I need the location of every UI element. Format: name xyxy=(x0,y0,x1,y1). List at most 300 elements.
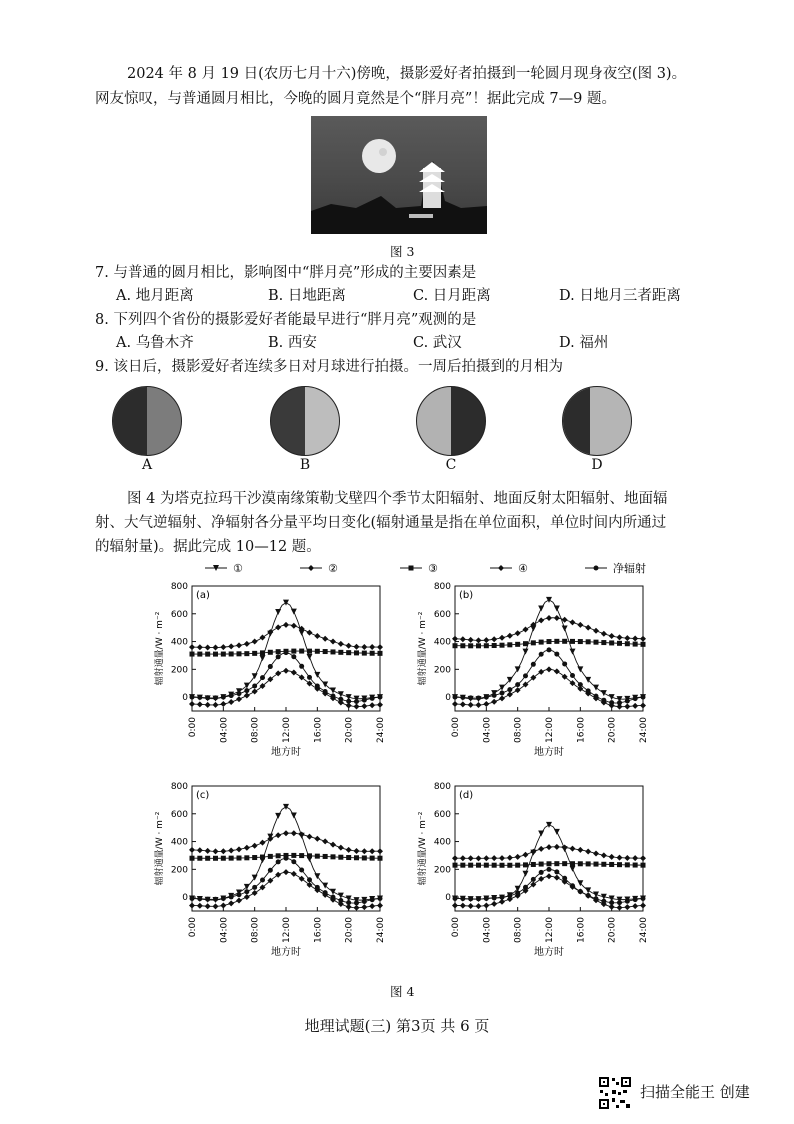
series-point-1 xyxy=(307,630,313,636)
series-point-1 xyxy=(267,836,273,842)
series-point-4 xyxy=(276,654,281,659)
series-point-2 xyxy=(268,650,273,655)
series-point-1 xyxy=(330,842,336,848)
series-point-2 xyxy=(547,639,552,644)
series-point-4 xyxy=(205,695,210,700)
series-point-1 xyxy=(554,844,560,850)
y-tick-label: 400 xyxy=(170,637,188,648)
series-point-4 xyxy=(338,697,343,702)
series-point-1 xyxy=(617,634,623,640)
series-point-3 xyxy=(252,890,258,896)
series-point-1 xyxy=(515,854,521,860)
series-point-2 xyxy=(578,861,583,866)
x-tick-label: 08:00 xyxy=(250,717,261,743)
series-point-4 xyxy=(307,675,312,680)
series-point-3 xyxy=(483,701,489,707)
series-point-2 xyxy=(221,856,226,861)
x-tick-label: 12:00 xyxy=(282,917,292,943)
x-tick-label: 12:00 xyxy=(545,717,555,743)
series-line-3 xyxy=(455,669,643,706)
series-point-1 xyxy=(291,830,297,836)
series-point-3 xyxy=(499,695,505,701)
series-point-2 xyxy=(641,642,646,647)
y-tick-label: 600 xyxy=(433,609,451,620)
series-point-2 xyxy=(276,649,281,654)
series-point-1 xyxy=(546,615,552,621)
series-point-4 xyxy=(370,897,375,902)
series-point-3 xyxy=(236,696,242,702)
legend-marker-4 xyxy=(594,566,599,571)
series-point-4 xyxy=(190,896,195,901)
series-point-2 xyxy=(378,856,383,861)
series-point-4 xyxy=(315,684,320,689)
series-point-2 xyxy=(594,862,599,867)
series-point-3 xyxy=(228,699,234,705)
scanner-watermark: 扫描全能王 创建 xyxy=(640,1083,750,1101)
series-point-4 xyxy=(260,675,265,680)
series-point-2 xyxy=(531,862,536,867)
series-point-4 xyxy=(554,652,559,657)
series-point-2 xyxy=(570,861,575,866)
series-point-1 xyxy=(267,629,273,635)
series-point-0 xyxy=(275,813,281,819)
series-point-1 xyxy=(369,848,375,854)
series-point-2 xyxy=(523,641,528,646)
series-point-1 xyxy=(468,637,474,643)
series-point-4 xyxy=(625,699,630,704)
series-point-1 xyxy=(260,840,266,846)
series-point-2 xyxy=(370,651,375,656)
series-point-2 xyxy=(252,855,257,860)
y-tick-label: 0 xyxy=(445,893,451,904)
series-point-4 xyxy=(346,699,351,704)
y-tick-label: 0 xyxy=(182,693,188,704)
series-point-3 xyxy=(189,701,195,707)
y-tick-label: 600 xyxy=(170,609,188,620)
figure4-charts xyxy=(0,578,794,978)
series-point-4 xyxy=(213,695,218,700)
series-point-3 xyxy=(220,902,226,908)
series-point-4 xyxy=(354,900,359,905)
series-point-1 xyxy=(483,637,489,643)
series-point-4 xyxy=(453,695,458,700)
series-point-1 xyxy=(205,848,211,854)
series-point-1 xyxy=(562,844,568,850)
series-point-2 xyxy=(507,642,512,647)
series-point-4 xyxy=(523,673,528,678)
x-tick-label: 20:00 xyxy=(607,917,618,943)
series-point-3 xyxy=(377,702,383,708)
series-point-4 xyxy=(484,896,489,901)
x-axis-label: 地方时 xyxy=(534,747,564,758)
x-tick-label: 20:00 xyxy=(344,917,355,943)
q8-option-a: A. 乌鲁木齐 xyxy=(116,335,194,351)
series-point-0 xyxy=(515,666,521,672)
series-point-2 xyxy=(586,639,591,644)
series-point-4 xyxy=(531,877,536,882)
x-axis-label: 地方时 xyxy=(271,747,301,758)
series-point-4 xyxy=(323,890,328,895)
series-point-4 xyxy=(237,892,242,897)
series-point-2 xyxy=(354,855,359,860)
series-point-2 xyxy=(633,863,638,868)
series-point-3 xyxy=(361,904,367,910)
series-point-4 xyxy=(539,870,544,875)
series-point-2 xyxy=(468,643,473,648)
moon-label-b: B xyxy=(299,457,311,473)
series-point-2 xyxy=(609,862,614,867)
series-line-1 xyxy=(455,618,643,641)
series-point-2 xyxy=(237,651,242,656)
x-tick-label: 12:00 xyxy=(545,917,555,943)
series-point-1 xyxy=(585,625,591,631)
x-tick-label: 12:00 xyxy=(282,717,292,743)
series-point-3 xyxy=(632,703,638,709)
series-point-4 xyxy=(213,897,218,902)
series-point-0 xyxy=(546,597,552,603)
series-point-0 xyxy=(291,812,297,818)
series-point-2 xyxy=(190,856,195,861)
series-point-1 xyxy=(189,847,195,853)
legend-marker-2 xyxy=(409,566,414,571)
series-point-1 xyxy=(220,848,226,854)
series-point-4 xyxy=(476,896,481,901)
series-point-2 xyxy=(190,652,195,657)
series-point-2 xyxy=(617,641,622,646)
y-tick-label: 400 xyxy=(433,637,451,648)
chart-panel-3 xyxy=(416,782,649,958)
series-point-3 xyxy=(452,701,458,707)
series-point-3 xyxy=(354,905,360,911)
series-point-3 xyxy=(244,894,250,900)
series-point-4 xyxy=(205,897,210,902)
series-point-1 xyxy=(338,845,344,851)
series-point-1 xyxy=(346,643,352,649)
series-point-2 xyxy=(476,643,481,648)
series-point-1 xyxy=(570,619,576,625)
series-point-4 xyxy=(221,695,226,700)
series-point-1 xyxy=(538,846,544,852)
moon-label-c: C xyxy=(445,457,457,473)
series-point-4 xyxy=(284,650,289,655)
series-point-0 xyxy=(562,626,568,632)
moon-phase-a xyxy=(112,386,182,456)
series-point-1 xyxy=(228,643,234,649)
series-point-3 xyxy=(244,693,250,699)
series-point-1 xyxy=(452,636,458,642)
series-point-1 xyxy=(338,641,344,647)
legend-label-3: ④ xyxy=(518,562,528,575)
x-tick-label: 16:00 xyxy=(313,917,324,943)
series-point-1 xyxy=(197,644,203,650)
series-point-1 xyxy=(197,847,203,853)
series-point-1 xyxy=(220,644,226,650)
series-point-2 xyxy=(205,856,210,861)
series-point-4 xyxy=(570,673,575,678)
series-point-3 xyxy=(554,875,560,881)
series-point-3 xyxy=(236,897,242,903)
x-tick-label: 24:00 xyxy=(376,917,386,943)
y-tick-label: 200 xyxy=(433,865,451,876)
y-tick-label: 600 xyxy=(433,809,451,820)
series-point-4 xyxy=(507,893,512,898)
series-point-0 xyxy=(538,605,544,611)
series-point-0 xyxy=(546,822,552,828)
x-tick-label: 16:00 xyxy=(313,717,324,743)
series-point-3 xyxy=(546,666,552,672)
series-point-1 xyxy=(609,854,615,860)
series-point-2 xyxy=(268,854,273,859)
series-point-1 xyxy=(491,855,497,861)
series-point-2 xyxy=(229,651,234,656)
series-point-1 xyxy=(585,848,591,854)
series-point-4 xyxy=(515,890,520,895)
series-point-2 xyxy=(338,650,343,655)
series-point-1 xyxy=(507,855,513,861)
series-point-1 xyxy=(346,847,352,853)
series-point-4 xyxy=(476,695,481,700)
series-point-3 xyxy=(624,904,630,910)
series-point-1 xyxy=(369,644,375,650)
series-point-3 xyxy=(220,701,226,707)
series-point-0 xyxy=(338,893,344,899)
series-point-1 xyxy=(507,633,513,639)
series-point-3 xyxy=(468,903,474,909)
legend-label-2: ③ xyxy=(428,562,438,575)
series-point-1 xyxy=(624,855,630,861)
series-point-1 xyxy=(546,844,552,850)
series-point-4 xyxy=(570,883,575,888)
series-point-3 xyxy=(283,869,289,875)
series-point-4 xyxy=(578,682,583,687)
series-point-4 xyxy=(547,867,552,872)
series-point-2 xyxy=(562,639,567,644)
series-point-0 xyxy=(307,654,313,660)
series-point-1 xyxy=(283,830,289,836)
series-point-1 xyxy=(609,633,615,639)
series-point-2 xyxy=(252,651,257,656)
series-point-2 xyxy=(323,854,328,859)
q7-option-a: A. 地月距离 xyxy=(116,288,194,304)
series-point-2 xyxy=(484,863,489,868)
series-point-1 xyxy=(593,850,599,856)
series-point-1 xyxy=(632,855,638,861)
x-tick-label: 04:00 xyxy=(219,717,230,743)
series-point-4 xyxy=(460,896,465,901)
series-point-1 xyxy=(244,845,250,851)
chart-legend xyxy=(0,556,794,580)
series-point-4 xyxy=(562,661,567,666)
series-point-2 xyxy=(609,640,614,645)
series-point-1 xyxy=(491,636,497,642)
series-point-2 xyxy=(331,854,336,859)
page-footer: 地理试题(三) 第3页 共 6 页 xyxy=(304,1017,490,1035)
series-point-2 xyxy=(237,856,242,861)
series-point-1 xyxy=(460,855,466,861)
series-point-3 xyxy=(354,703,360,709)
series-point-4 xyxy=(586,893,591,898)
x-tick-label: 16:00 xyxy=(576,717,587,743)
series-point-1 xyxy=(299,832,305,838)
x-tick-label: 20:00 xyxy=(344,717,355,743)
series-point-4 xyxy=(378,896,383,901)
series-point-2 xyxy=(244,651,249,656)
series-point-1 xyxy=(460,636,466,642)
moon-phase-d xyxy=(562,386,632,456)
x-tick-label: 08:00 xyxy=(513,917,524,943)
series-point-3 xyxy=(377,902,383,908)
series-point-0 xyxy=(538,831,544,837)
series-point-4 xyxy=(484,695,489,700)
series-point-4 xyxy=(586,688,591,693)
moon-label-a: A xyxy=(141,457,153,473)
series-line-3 xyxy=(192,671,380,707)
series-point-1 xyxy=(252,639,258,645)
series-point-0 xyxy=(570,866,576,872)
series-point-2 xyxy=(500,863,505,868)
series-point-2 xyxy=(492,863,497,868)
series-point-3 xyxy=(275,670,281,676)
series-point-2 xyxy=(205,652,210,657)
full-moon-photo xyxy=(311,116,487,234)
intro2-line-1: 图 4 为塔克拉玛干沙漠南缘策勒戈壁四个季节太阳辐射、地面反射太阳辐射、地面辐 xyxy=(127,491,668,507)
series-point-0 xyxy=(283,804,289,810)
series-point-4 xyxy=(460,695,465,700)
series-point-3 xyxy=(197,903,203,909)
series-point-0 xyxy=(275,609,281,615)
series-point-3 xyxy=(546,873,552,879)
series-point-1 xyxy=(577,622,583,628)
series-point-2 xyxy=(531,640,536,645)
series-point-2 xyxy=(500,643,505,648)
y-tick-label: 800 xyxy=(170,782,188,792)
series-point-0 xyxy=(283,600,289,606)
legend-label-4: 净辐射 xyxy=(613,562,646,575)
series-point-1 xyxy=(617,855,623,861)
series-point-2 xyxy=(260,855,265,860)
x-axis-label: 地方时 xyxy=(271,947,301,958)
y-tick-label: 600 xyxy=(170,809,188,820)
series-point-2 xyxy=(276,853,281,858)
series-point-4 xyxy=(338,898,343,903)
intro2-line-3: 的辐射量)。据此完成 10—12 题。 xyxy=(95,539,321,555)
series-line-3 xyxy=(192,872,380,908)
series-point-1 xyxy=(213,848,219,854)
series-point-4 xyxy=(594,694,599,699)
series-point-1 xyxy=(322,636,328,642)
series-point-3 xyxy=(468,702,474,708)
y-tick-label: 0 xyxy=(445,693,451,704)
series-point-4 xyxy=(323,689,328,694)
series-point-1 xyxy=(577,847,583,853)
series-point-4 xyxy=(609,900,614,905)
series-point-1 xyxy=(468,855,474,861)
x-tick-label: 0:00 xyxy=(188,717,198,738)
series-point-2 xyxy=(453,643,458,648)
series-point-2 xyxy=(331,649,336,654)
series-point-4 xyxy=(299,868,304,873)
series-point-2 xyxy=(346,855,351,860)
series-point-3 xyxy=(369,903,375,909)
x-axis-label: 地方时 xyxy=(534,947,564,958)
series-point-4 xyxy=(601,698,606,703)
series-point-2 xyxy=(523,862,528,867)
y-tick-label: 800 xyxy=(170,582,188,592)
q7-option-b: B. 日地距离 xyxy=(268,288,346,304)
intro-line-2: 网友惊叹，与普通圆月相比，今晚的圆月竟然是个“胖月亮”！据此完成 7—9 题。 xyxy=(95,91,616,107)
series-point-1 xyxy=(314,836,320,842)
panel-label: (d) xyxy=(459,790,474,801)
series-point-2 xyxy=(539,862,544,867)
series-point-3 xyxy=(213,702,219,708)
series-point-2 xyxy=(547,861,552,866)
series-point-4 xyxy=(562,876,567,881)
series-point-2 xyxy=(578,639,583,644)
series-point-3 xyxy=(617,905,623,911)
series-point-4 xyxy=(633,897,638,902)
series-point-0 xyxy=(577,666,583,672)
series-point-4 xyxy=(229,693,234,698)
y-tick-label: 0 xyxy=(182,893,188,904)
q9-stem: 9. 该日后，摄影爱好者连续多日对月球进行拍摄。一周后拍摄到的月相为 xyxy=(95,359,563,375)
series-point-4 xyxy=(378,695,383,700)
series-point-1 xyxy=(291,623,297,629)
series-point-2 xyxy=(570,639,575,644)
series-point-0 xyxy=(609,694,615,700)
series-point-3 xyxy=(197,701,203,707)
series-point-3 xyxy=(291,871,297,877)
series-point-3 xyxy=(452,902,458,908)
x-tick-label: 04:00 xyxy=(482,717,493,743)
series-point-2 xyxy=(307,853,312,858)
series-point-3 xyxy=(476,702,482,708)
intro-line-1: 2024 年 8 月 19 日(农历七月十六)傍晚，摄影爱好者拍摄到一轮圆月现身夜空(图 3)。 xyxy=(127,66,687,82)
series-point-2 xyxy=(460,643,465,648)
series-point-4 xyxy=(554,869,559,874)
series-point-4 xyxy=(468,896,473,901)
series-point-2 xyxy=(641,863,646,868)
series-point-1 xyxy=(189,644,195,650)
series-point-1 xyxy=(314,633,320,639)
series-point-0 xyxy=(330,688,336,694)
series-point-1 xyxy=(377,848,383,854)
series-point-1 xyxy=(205,644,211,650)
series-point-2 xyxy=(213,856,218,861)
series-point-2 xyxy=(601,862,606,867)
panel-label: (c) xyxy=(196,790,210,801)
series-point-4 xyxy=(531,662,536,667)
q8-option-b: B. 西安 xyxy=(268,335,317,351)
series-point-4 xyxy=(515,682,520,687)
y-tick-label: 400 xyxy=(170,837,188,848)
legend-label-0: ① xyxy=(233,562,243,575)
series-point-0 xyxy=(260,655,266,661)
y-tick-label: 400 xyxy=(433,837,451,848)
series-point-1 xyxy=(499,635,505,641)
series-point-1 xyxy=(377,644,383,650)
series-point-2 xyxy=(625,641,630,646)
moon-pagoda-illustration xyxy=(311,116,487,234)
series-point-3 xyxy=(460,903,466,909)
series-point-2 xyxy=(307,649,312,654)
series-point-3 xyxy=(228,900,234,906)
series-point-2 xyxy=(468,863,473,868)
series-point-2 xyxy=(362,651,367,656)
series-point-2 xyxy=(484,643,489,648)
series-point-0 xyxy=(523,871,529,877)
series-point-2 xyxy=(291,649,296,654)
series-point-4 xyxy=(594,896,599,901)
